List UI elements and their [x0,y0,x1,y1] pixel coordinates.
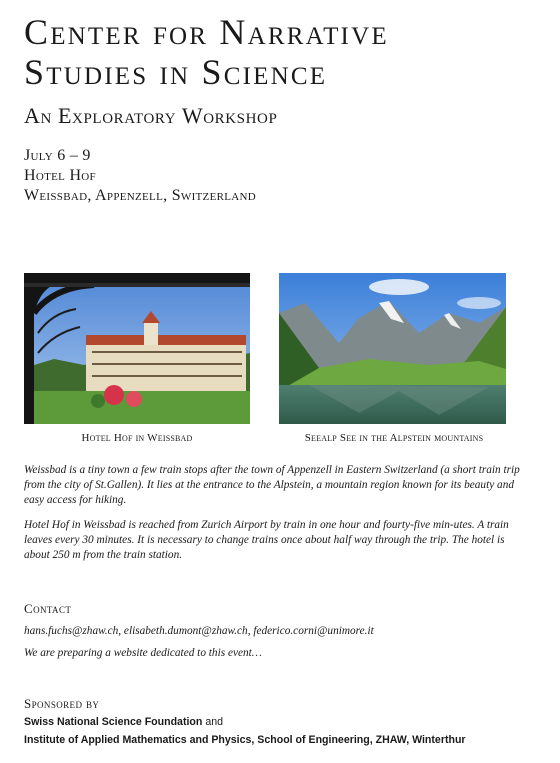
website-note: We are preparing a website dedicated to this event… [24,647,262,659]
mountain-lake-photo [279,273,506,424]
title-line-2: Studies in Science [24,52,328,92]
title-line-1: Center for Narrative [24,12,389,52]
contact-emails[interactable]: hans.fuchs@zhaw.ch, elisabeth.dumont@zhaw.ch, federico.corni@unimore.it [24,625,374,637]
mountain-lake-caption: Seealp See in the Alpstein mountains [304,432,484,444]
hotel-photo-caption: Hotel Hof in Weissbad [81,432,193,444]
event-dates: July 6 – 9 [24,147,91,164]
workshop-title [24,12,389,92]
description-paragraph-1: Weissbad is a tiny town a few train stops after the town of Appenzell in Eastern Switzerland (a short train trip from the city of St.Gallen). It lies at the entrance to the Alpstein, a mountain region known for its beauty and easy access for hiking. [24,464,520,506]
sponsor-zhaw: Institute of Applied Mathematics and Physics, School of Engineering, ZHAW, Winterthur [24,734,466,746]
sponsors-heading: Sponsored by [24,696,100,711]
event-details [24,146,256,206]
sponsor-line-1 [24,716,223,728]
contact-heading: Contact [24,601,72,616]
description-paragraph-2: Hotel Hof in Weissbad is reached from Zurich Airport by train in one hour and fourty-five min-utes. A train leaves every 30 minutes. It is necessary to change trains once about half way through the trip. The hotel is about 250 m from the train station. [24,519,509,561]
sponsor-snsf: Swiss National Science Foundation [24,716,203,728]
event-venue: Hotel Hof [24,167,96,184]
sponsor-conjunction: and [202,716,223,728]
hotel-photo [24,273,250,424]
workshop-subtitle: An Exploratory Workshop [24,103,278,128]
event-location: Weissbad, Appenzell, Switzerland [24,187,256,204]
